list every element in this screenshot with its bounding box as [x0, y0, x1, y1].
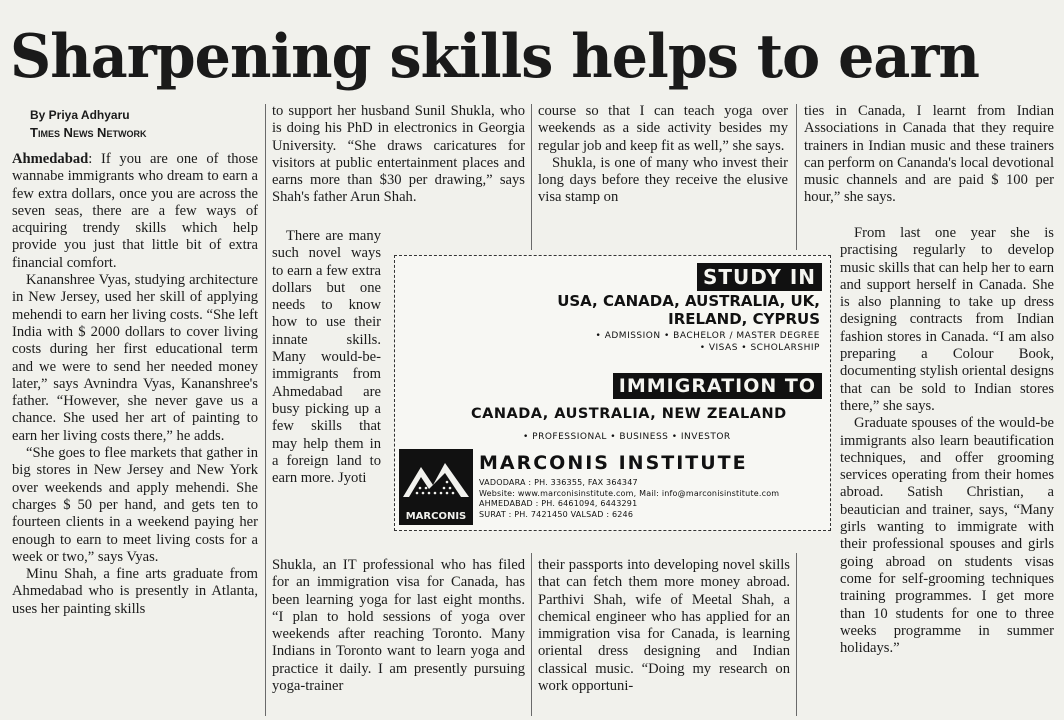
ad-study-heading: STUDY IN: [697, 263, 822, 291]
paragraph: their passports into developing novel skills that can fetch them more money abroad. Parthivi Shah, wife of Meetal Shah, a chemical engineer who has applied for an immigration visa for Canada, is learning oriental dress designing and Indian classical music. “Doing my research on work opportuni-: [538, 557, 790, 695]
paragraph: Graduate spouses of the would-be immigrants also learn beautification techniques, and offer grooming services operating from their homes abroad. Satish Christian, a beautician and trainer, says, “Many girls wanting to immigrate with their professional spouses and girls going abroad on students visas come for self-grooming techniques training programmes. I get more than 10 students for one to three weeks programme in summer holidays.”: [840, 415, 1054, 657]
byline-block: [30, 107, 146, 141]
column-3-top: [538, 103, 788, 251]
ad-address-block: [479, 478, 779, 520]
advertisement: [394, 255, 831, 531]
paragraph: There are many such novel ways to earn a few extra dollars but one needs to know how to use their innate skills. Many would-be-immigrants from Ahmedabad are busy picking up a few skills that may help them in a foreign land to earn more. Jyoti: [272, 228, 381, 487]
column-3-bottom: [538, 557, 790, 719]
mountain-logo-icon: [399, 449, 473, 525]
ad-immigration-countries: CANADA, AUSTRALIA, NEW ZEALAND: [471, 406, 787, 422]
column-2-top: [272, 103, 525, 226]
ad-study-services-line: • ADMISSION • BACHELOR / MASTER DEGREE: [595, 331, 820, 341]
paragraph: Shukla, is one of many who invest their long days before they receive the elusive visa stamp on: [538, 154, 788, 206]
paragraph: “She goes to flee markets that gather in big stores in New Jersey and New York over weekends and apply mehendi. She charges $ 50 per hand, and gets ten to fourteen clients in a weekend paying her enough to earn to meet living costs for a week or two,” says Vyas.: [12, 445, 258, 565]
paragraph: Ahmedabad: If you are one of those wannabe immigrants who dream to earn a few extra dollars, once you are across the seven seas, there are a few ways of acquiring trendy skills which help provide you just that little bit of extra financial comfort.: [12, 151, 258, 271]
ad-study-countries: [557, 292, 820, 328]
column-rule: [265, 104, 266, 716]
ad-address-line: VADODARA : PH. 336355, FAX 364347: [479, 478, 638, 487]
ad-study-services-line: • VISAS • SCHOLARSHIP: [699, 343, 820, 353]
ad-institute-name: MARCONIS INSTITUTE: [479, 452, 748, 474]
paragraph: ties in Canada, I learnt from Indian Associations in Canada that they require trainers in Indian music and these trainers can perform on Cananda's local devotional music channels and are paid $ 100 per hour,” she says.: [804, 103, 1054, 206]
ad-immigration-heading: IMMIGRATION TO: [613, 373, 822, 399]
column-2-wrap: [272, 228, 381, 558]
column-rule: [796, 553, 797, 716]
column-rule: [531, 553, 532, 716]
column-rule: [531, 104, 532, 250]
column-4-top: [804, 103, 1054, 225]
logo-text: MARCONIS: [405, 511, 467, 522]
ad-study-countries-line: USA, CANADA, AUSTRALIA, UK,: [557, 292, 820, 310]
column-2-bottom: [272, 557, 525, 719]
paragraph: Shukla, an IT professional who has filed for an immigration visa for Canada, has been learning yoga for last eight months. “I plan to hold sessions of yoga over weekends after reaching Toronto. Many Indians in Toronto want to learn yoga and practice it daily. I am presently pursuing yoga-trainer: [272, 557, 525, 695]
paragraph: course so that I can teach yoga over weekends as a side activity besides my regular job and keep fit as well,” she says.: [538, 103, 788, 154]
paragraph: Minu Shah, a fine arts graduate from Ahmedabad who is presently in Atlanta, uses her painting skills: [12, 566, 258, 617]
marconis-logo: [399, 449, 473, 525]
ad-address-line: AHMEDABAD : PH. 6461094, 6443291: [479, 499, 638, 508]
ad-immigration-services: • PROFESSIONAL • BUSINESS • INVESTOR: [523, 432, 731, 442]
paragraph: to support her husband Sunil Shukla, who is doing his PhD in electronics in Georgia University. “She draws caricatures for visitors at public entertainment places and earns more than $30 per drawing,” says Shah's father Arun Shah.: [272, 103, 525, 206]
paragraph-text: If you are one of those wannabe immigrants who dream to earn a few extra dollars, once you are across the seven seas, there are a few ways of acquiring trendy skills which help provide you just that little bit of extra financial comfort.: [12, 151, 258, 271]
column-rule: [796, 104, 797, 250]
ad-study-services: [596, 330, 820, 354]
column-4-bottom: [840, 225, 1054, 657]
headline: Sharpening skills helps to earn: [10, 22, 979, 92]
ad-study-countries-line: IRELAND, CYPRUS: [668, 310, 820, 328]
dateline: Ahmedabad: [12, 151, 89, 167]
column-1: [12, 151, 258, 719]
ad-address-line: SURAT : PH. 7421450 VALSAD : 6246: [479, 509, 634, 519]
paragraph: From last one year she is practising regularly to develop music skills that can help her to earn and support herself in Canada. She is also planning to take up dress designing contracts from Indian fashion stores in Canada. “I am also preparing a Colour Book, documenting stylish oriental designs that can be sold to Indian stores there,” she says.: [840, 225, 1054, 414]
ad-address-line: Website: www.marconisinstitute.com, Mail: info@marconisinstitute.com: [479, 488, 780, 498]
paragraph: Kananshree Vyas, studying architecture in New Jersey, used her skill of applying mehendi to earn her living costs. “She left India with $ 2000 dollars to cover living costs during her first educational term and we were to send her needed money later,” says Avnindra Vyas, Kananshree's father. “However, she never gave us a chance. She used her art of painting to earn her living costs there,” he adds.: [12, 272, 258, 444]
byline-author: By Priya Adhyaru: [30, 108, 130, 122]
byline-agency: Times News Network: [30, 125, 147, 140]
